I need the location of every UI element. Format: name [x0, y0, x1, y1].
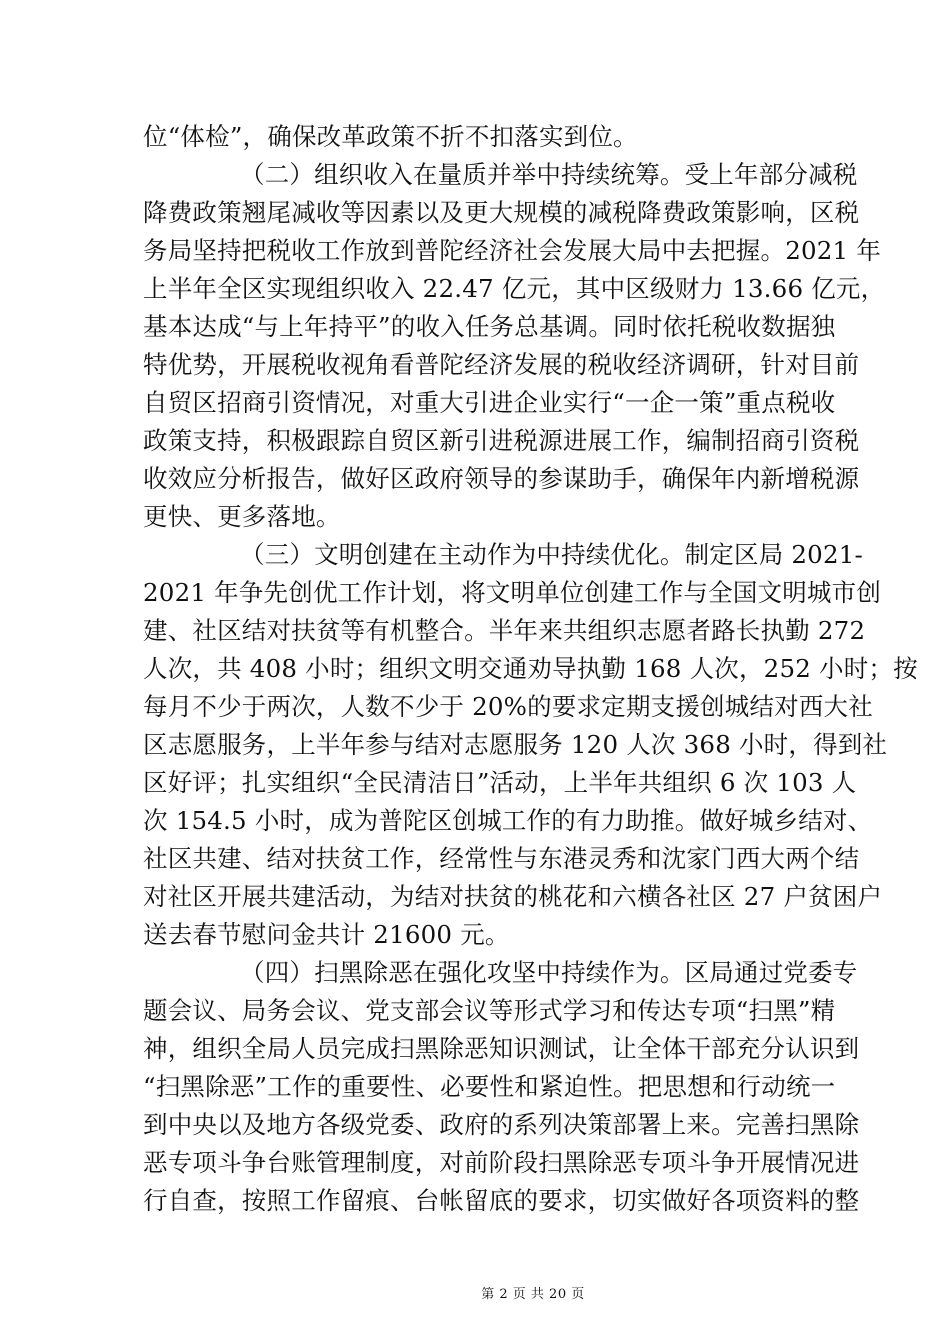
body-text-line: 恶专项斗争台账管理制度，对前阶段扫黑除恶专项斗争开展情况进 — [143, 1148, 860, 1177]
body-text-line: 题会议、局务会议、党支部会议等形式学习和传达专项“扫黑”精 — [143, 996, 836, 1025]
body-text-line: 送去春节慰问金共计 21600 元。 — [143, 920, 510, 949]
body-text-line: 到中央以及地方各级党委、政府的系列决策部署上来。完善扫黑除 — [143, 1110, 860, 1139]
body-text-line: 建、社区结对扶贫等有机整合。半年来共组织志愿者路长执勤 272 — [143, 616, 866, 645]
page-footer — [0, 1286, 950, 1304]
body-text-line: 神，组织全局人员完成扫黑除恶知识测试，让全体干部充分认识到 — [143, 1034, 860, 1063]
section-heading-line: （二）组织收入在量质并举中持续统筹。受上年部分减税 — [240, 160, 858, 189]
body-text-line: 次 154.5 小时，成为普陀区创城工作的有力助推。做好城乡结对、 — [143, 806, 873, 835]
body-text-line: 区志愿服务，上半年参与结对志愿服务 120 人次 368 小时，得到社 — [143, 730, 888, 759]
section-heading-line: （三）文明创建在主动作为中持续优化。制定区局 2021- — [240, 540, 864, 569]
body-text-line: 2021 年争先创优工作计划，将文明单位创建工作与全国文明城市创 — [143, 578, 882, 607]
body-text-line: 位“体检”，确保改革政策不折不扣落实到位。 — [143, 122, 638, 151]
body-text-line: 基本达成“与上年持平”的收入任务总基调。同时依托税收数据独 — [143, 312, 836, 341]
body-text-line: 上半年全区实现组织收入 22.47 亿元，其中区级财力 13.66 亿元， — [143, 274, 886, 303]
body-text-line: 对社区开展共建活动，为结对扶贫的桃花和六横各社区 27 户贫困户 — [143, 882, 883, 911]
body-text-line: 政策支持，积极跟踪自贸区新引进税源进展工作，编制招商引资税 — [143, 426, 860, 455]
body-text-line: 更快、更多落地。 — [143, 502, 341, 531]
body-text-line: 特优势，开展税收视角看普陀经济发展的税收经济调研，针对目前 — [143, 350, 860, 379]
body-text-line: 每月不少于两次，人数不少于 20%的要求定期支援创城结对西大社 — [143, 692, 873, 721]
body-text-line: 收效应分析报告，做好区政府领导的参谋助手，确保年内新增税源 — [143, 464, 860, 493]
page-number: 第 2 页 共 20 页 — [481, 1287, 585, 1302]
body-text-line: 自贸区招商引资情况，对重大引进企业实行“一企一策”重点税收 — [143, 388, 836, 417]
body-text-line: 人次，共 408 小时；组织文明交通劝导执勤 168 人次，252 小时；按 — [143, 654, 918, 683]
section-heading-line: （四）扫黑除恶在强化攻坚中持续作为。区局通过党委专 — [240, 958, 858, 987]
body-text-line: 社区共建、结对扶贫工作，经常性与东港灵秀和沈家门西大两个结 — [143, 844, 860, 873]
body-text-line: 务局坚持把税收工作放到普陀经济社会发展大局中去把握。2021 年 — [143, 236, 882, 265]
body-text-line: 降费政策翘尾减收等因素以及更大规模的减税降费政策影响，区税 — [143, 198, 860, 227]
body-text-line: “扫黑除恶”工作的重要性、必要性和紧迫性。把思想和行动统一 — [143, 1072, 836, 1101]
body-text-line: 行自查，按照工作留痕、台帐留底的要求，切实做好各项资料的整 — [143, 1186, 860, 1215]
body-text-line: 区好评；扎实组织“全民清洁日”活动，上半年共组织 6 次 103 人 — [143, 768, 857, 797]
